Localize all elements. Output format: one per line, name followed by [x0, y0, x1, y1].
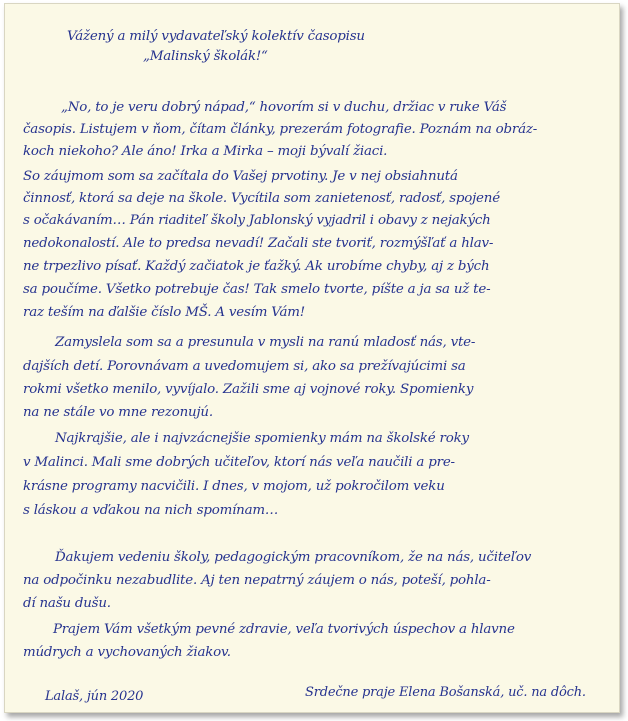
place-date: Lalaš, jún 2020 — [45, 689, 144, 704]
letter-line: múdrych a vychovaných žiakov. — [23, 645, 231, 660]
letter-line: Ďakujem vedeniu školy, pedagogickým pracovníkom, že na nás, učiteľov — [55, 550, 532, 565]
letter-line: nedokonalostí. Ale to predsa nevadí! Začali ste tvoriť, rozmýšľať a hlav- — [23, 236, 494, 251]
letter-line: krásne programy nacvičili. I dnes, v mojom, už pokročilom veku — [23, 479, 445, 494]
letter-line: Zamyslela som sa a presunula v mysli na ranú mladosť nás, vte- — [55, 335, 476, 350]
letter-line: raz teším na ďalšie číslo MŠ. A vesím Vám! — [23, 305, 305, 320]
letter-line: rokmi všetko menilo, vyvíjalo. Zažili sme aj vojnové roky. Spomienky — [23, 382, 474, 397]
letter-line: „No, to je veru dobrý nápad,“ hovorím si v duchu, držiac v ruke Váš — [61, 100, 507, 115]
letter-line: na odpočinku nezabudlite. Aj ten nepatrný záujem o nás, poteší, pohla- — [23, 573, 491, 588]
letter-line: So záujmom som sa začítala do Vašej prvotiny. Je v nej obsiahnutá — [23, 169, 458, 184]
letter-line: dí našu dušu. — [23, 596, 111, 611]
handwritten-letter — [5, 4, 619, 712]
letter-line: sa poučíme. Všetko potrebuje čas! Tak smelo tvorte, píšte a ja sa už te- — [23, 282, 491, 297]
letter-line: s láskou a vďakou na nich spomínam… — [23, 503, 279, 518]
magazine-title: „Malinský školák!“ — [143, 49, 268, 64]
letter-line: ne trpezlivo písať. Každý začiatok je ťažký. Ak urobíme chyby, aj z bých — [23, 259, 490, 274]
greeting-line: Vážený a milý vydavateľský kolektív časopisu — [67, 29, 365, 44]
letter-line: dajších detí. Porovnávam a uvedomujem si, ako sa prežívajúcimi sa — [23, 359, 466, 374]
letter-line: koch niekoho? Ale áno! Irka a Mirka – moji bývalí žiaci. — [23, 144, 388, 159]
letter-sheet — [4, 3, 620, 713]
letter-line: na ne stále vo mne rezonujú. — [23, 405, 213, 420]
letter-line: Najkrajšie, ale i najvzácnejšie spomienky mám na školské roky — [55, 431, 469, 446]
letter-line: v Malinci. Mali sme dobrých učiteľov, ktorí nás veľa naučili a pre- — [23, 455, 455, 470]
letter-line: časopis. Listujem v ňom, čítam články, prezerám fotografie. Poznám na obráz- — [23, 122, 538, 137]
signature-closing: Srdečne praje Elena Bošanská, uč. na dôch. — [305, 685, 586, 700]
letter-line: Prajem Vám všetkým pevné zdravie, veľa tvorivých úspechov a hlavne — [53, 622, 515, 637]
letter-line: s očakávaním… Pán riaditeľ školy Jablonský vyjadril i obavy z nejakých — [23, 213, 491, 228]
letter-line: činnosť, ktorá sa deje na škole. Vycítila som zanietenosť, radosť, spojené — [23, 191, 500, 206]
